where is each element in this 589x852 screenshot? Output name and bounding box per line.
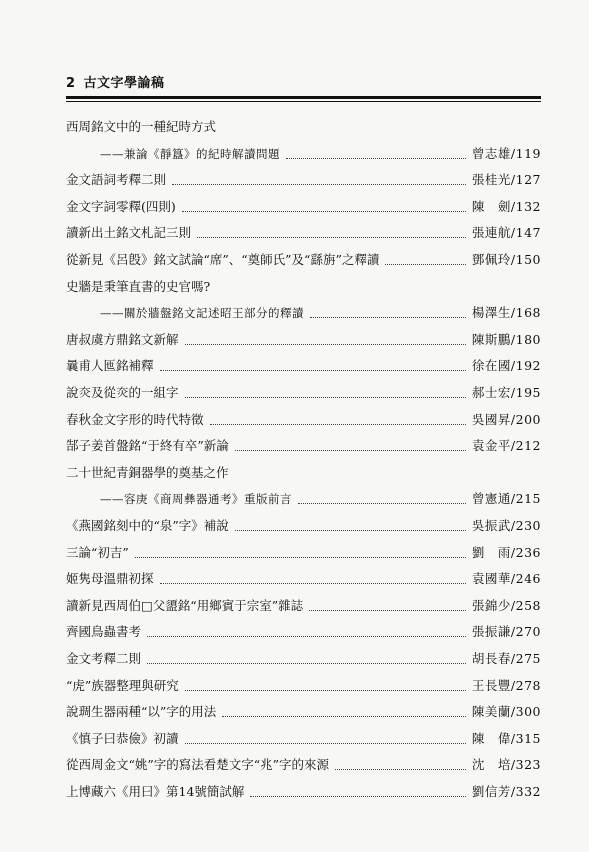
entry-author-page: 鄧佩玲/150 (471, 252, 541, 267)
entry-title: 金文語詞考釋二則 (66, 172, 167, 187)
entry-author-page: 郝士宏/195 (471, 385, 541, 400)
toc-entry (66, 251, 541, 269)
entry-author-page: 徐在國/192 (471, 358, 541, 373)
entry-author-page: 劉信芳/332 (471, 784, 541, 799)
toc-entry (66, 597, 541, 615)
toc-heading (66, 118, 541, 136)
entry-author-page: 曾志雄/119 (471, 146, 541, 161)
toc-subtitle-row (100, 304, 541, 322)
entry-author-page: 陳 劍/132 (471, 199, 541, 214)
entry-author-page: 胡長春/275 (471, 651, 541, 666)
entry-title: 西周銘文中的一種紀時方式 (66, 119, 217, 134)
entry-title: 春秋金文字形的時代特徵 (66, 412, 204, 427)
toc-heading (66, 464, 541, 482)
toc-entry (66, 677, 541, 695)
leader-dots (235, 512, 466, 531)
leader-dots (185, 379, 466, 398)
entry-title: ——關於牆盤銘文記述昭王部分的釋讀 (100, 306, 304, 320)
leader-dots (309, 592, 466, 611)
entry-author-page: 劉 雨/236 (471, 545, 541, 560)
leader-dots (185, 725, 466, 744)
entry-title: 金文考釋二則 (66, 651, 142, 666)
toc-subtitle-row (100, 145, 541, 163)
header-rule-thick (66, 96, 541, 99)
entry-title: 史牆是秉筆直書的史官嗎? (66, 279, 211, 294)
leader-dots (385, 246, 466, 265)
leader-dots (160, 565, 466, 584)
toc-entry (66, 783, 541, 801)
entry-author-page: 袁國華/246 (471, 571, 541, 586)
entry-title: 上博藏六《用曰》第14號簡試解 (66, 784, 245, 799)
entry-title: 說琱生器兩種“以”字的用法 (66, 704, 217, 719)
entry-title: 姬隽母溫鼎初探 (66, 571, 154, 586)
entry-title: 曩甫人匜銘補釋 (66, 358, 154, 373)
entry-title: 從新見《呂𣪘》銘文試論“席”、“奠師氏”及“繇旃”之釋讀 (66, 252, 380, 267)
toc-entry (66, 171, 541, 189)
entry-author-page: 王長豐/278 (471, 678, 541, 693)
leader-dots (147, 645, 466, 664)
toc-entry (66, 331, 541, 349)
toc-entry (66, 224, 541, 242)
leader-dots (298, 485, 466, 504)
toc-entry (66, 357, 541, 375)
toc-entry (66, 730, 541, 748)
toc-entry (66, 570, 541, 588)
leader-dots (197, 219, 466, 238)
leader-dots (286, 140, 466, 159)
entry-title: 郜子姜首盤銘“于終有卒”新論 (66, 438, 229, 453)
entry-title: 金文字詞零釋(四則) (66, 199, 176, 214)
entry-author-page: 吳振武/230 (471, 518, 541, 533)
toc-entry (66, 517, 541, 535)
entry-title: 說𤆍及從𤆍的一組字 (66, 385, 179, 400)
book-title: 古文字學論稿 (83, 76, 165, 91)
leader-dots (160, 352, 466, 371)
leader-dots (335, 751, 466, 770)
leader-dots (310, 299, 466, 318)
leader-dots (185, 326, 466, 345)
leader-dots (147, 618, 466, 637)
entry-title: “虎”族器整理與研究 (66, 678, 179, 693)
toc-entry (66, 437, 541, 455)
entry-author-page: 張振謙/270 (471, 624, 541, 639)
toc-entry (66, 623, 541, 641)
leader-dots (235, 432, 466, 451)
entry-title: 唐叔虞方鼎銘文新解 (66, 332, 179, 347)
header-rule-thin (66, 101, 541, 102)
entry-title: 二十世紀青銅器學的奠基之作 (66, 465, 229, 480)
entry-author-page: 沈 培/323 (471, 757, 541, 772)
leader-dots (182, 193, 466, 212)
entry-title: ——容庚《商周彝器通考》重版前言 (100, 492, 292, 506)
entry-title: 三論“初吉” (66, 545, 129, 560)
toc-subtitle-row (100, 490, 541, 508)
leader-dots (222, 698, 466, 717)
entry-title: 從西周金文“姚”字的寫法看楚文字“兆”字的來源 (66, 757, 330, 772)
entry-author-page: 吳國昇/200 (471, 412, 541, 427)
entry-author-page: 張連航/147 (471, 225, 541, 240)
leader-dots (210, 406, 466, 425)
toc-entry (66, 756, 541, 774)
entry-title: 讀新見西周伯□父盨銘“用鄉賓于宗室”雜誌 (66, 598, 304, 613)
entry-author-page: 張錦少/258 (471, 598, 541, 613)
page-number: 2 (66, 76, 76, 91)
entry-title: 《慎子曰恭儉》初讀 (66, 731, 179, 746)
leader-dots (185, 672, 466, 691)
toc-heading (66, 278, 541, 296)
toc-entry (66, 703, 541, 721)
entry-title: 《燕國銘刻中的“泉”字》補說 (66, 518, 229, 533)
entry-author-page: 袁金平/212 (471, 438, 541, 453)
leader-dots (250, 778, 466, 797)
toc-entry (66, 650, 541, 668)
entry-title: 讀新出土銘文札記三則 (66, 225, 192, 240)
toc-entry (66, 411, 541, 429)
entry-author-page: 張桂光/127 (471, 172, 541, 187)
entry-author-page: 陳 偉/315 (471, 731, 541, 746)
running-header (66, 72, 541, 94)
toc-entry (66, 544, 541, 562)
entry-author-page: 楊澤生/168 (471, 305, 541, 320)
toc-entry (66, 384, 541, 402)
toc-entry (66, 198, 541, 216)
entry-author-page: 陳斯鵬/180 (471, 332, 541, 347)
leader-dots (135, 539, 466, 558)
entry-title: ——兼論《靜簋》的紀時解讀問題 (100, 147, 280, 161)
entry-title: 齊國鳥蟲書考 (66, 624, 142, 639)
entry-author-page: 曾憲通/215 (471, 491, 541, 506)
leader-dots (172, 166, 466, 185)
header-text (66, 72, 165, 91)
entry-author-page: 陳美蘭/300 (471, 704, 541, 719)
